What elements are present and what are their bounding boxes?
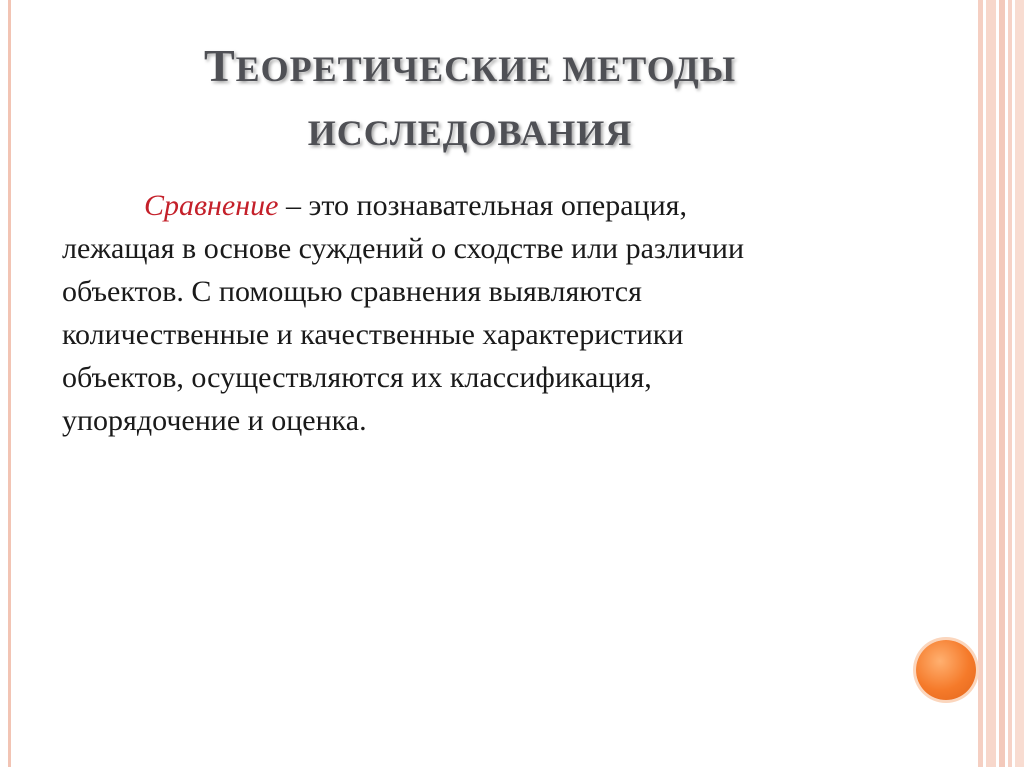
definition-lead: – это познавательная операция,	[278, 189, 687, 222]
right-border-band	[1015, 0, 1024, 767]
left-border-line	[8, 0, 11, 767]
paragraph-line: объектов, осуществляются их классификация,	[62, 361, 652, 394]
defined-term: Сравнение	[144, 189, 279, 222]
paragraph-line: лежащая в основе суждений о сходстве или различии	[62, 232, 745, 265]
paragraph-line: упорядочение и оценка.	[62, 404, 367, 437]
title-initial: Т	[203, 40, 236, 91]
title-line-1-text: ЕОРЕТИЧЕСКИЕ МЕТОДЫ	[235, 49, 737, 89]
right-border-band	[986, 0, 996, 767]
paragraph-line: количественные и качественные характеристики	[62, 318, 684, 351]
title-line-2: ИССЛЕДОВАНИЯ	[307, 113, 633, 153]
title-line-1	[60, 38, 880, 105]
paragraph-line: объектов. С помощью сравнения выявляются	[62, 275, 642, 308]
right-border-band	[978, 0, 983, 767]
right-border-band	[1008, 0, 1012, 767]
slide-title	[60, 38, 880, 161]
orange-accent-circle	[916, 640, 976, 700]
right-border-band	[999, 0, 1005, 767]
definition-paragraph	[62, 184, 852, 442]
